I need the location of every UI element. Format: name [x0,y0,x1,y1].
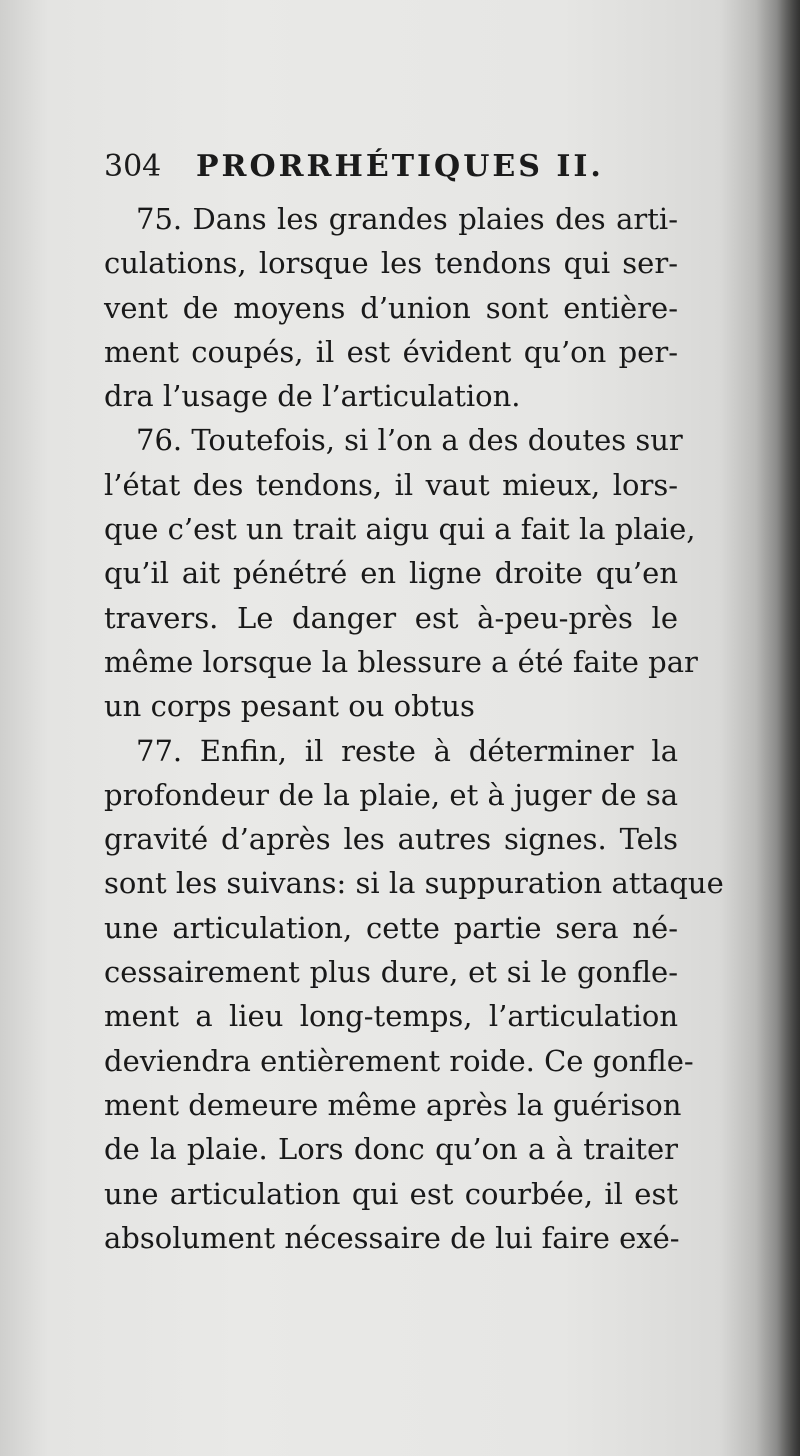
text-line: deviendra entièrement roide. Ce gonfle- [104,1043,694,1078]
text-line: qu’il ait pénétré en ligne droite qu’en [104,556,678,591]
text-line: absolument nécessaire de lui faire exé- [104,1220,680,1255]
running-head: PRORRHÉTIQUES II. [196,149,604,184]
page-number: 304 [104,149,162,184]
text-line: de la plaie. Lors donc qu’on a à traiter [104,1132,678,1167]
text-line: une articulation qui est courbée, il est [104,1176,678,1211]
body-text [104,197,724,1260]
text-line: l’état des tendons, il vaut mieux, lors- [104,467,678,502]
text-line: une articulation, cette partie sera né- [104,910,678,945]
text-line: gravité d’après les autres signes. Tels [104,822,678,857]
text-line: travers. Le danger est à-peu-près le [104,600,678,635]
text-line: que c’est un trait aigu qui a fait la plaie, [104,512,696,547]
text-line: ment a lieu long-temps, l’articulation [104,999,678,1034]
text-line: sont les suivans: si la suppuration attaque [104,866,724,901]
page-header [104,143,684,193]
text-line: un corps pesant ou obtus [104,689,475,724]
text-line: ment coupés, il est évident qu’on per- [104,334,678,369]
text-line: même lorsque la blessure a été faite par [104,644,698,679]
text-line: vent de moyens d’union sont entière- [104,290,678,325]
page-gutter-shadow [756,0,800,1456]
text-line: ment demeure même après la guérison [104,1087,682,1122]
text-line: cessairement plus dure, et si le gonfle- [104,955,678,990]
text-line: dra l’usage de l’articulation. [104,379,521,414]
text-line: 77. Enfin, il reste à déterminer la [136,733,678,768]
text-line: 76. Toutefois, si l’on a des doutes sur [136,423,683,458]
text-line: profondeur de la plaie, et à juger de sa [104,777,678,812]
text-line: 75. Dans les grandes plaies des arti- [136,202,678,236]
text-line: culations, lorsque les tendons qui ser- [104,246,678,281]
